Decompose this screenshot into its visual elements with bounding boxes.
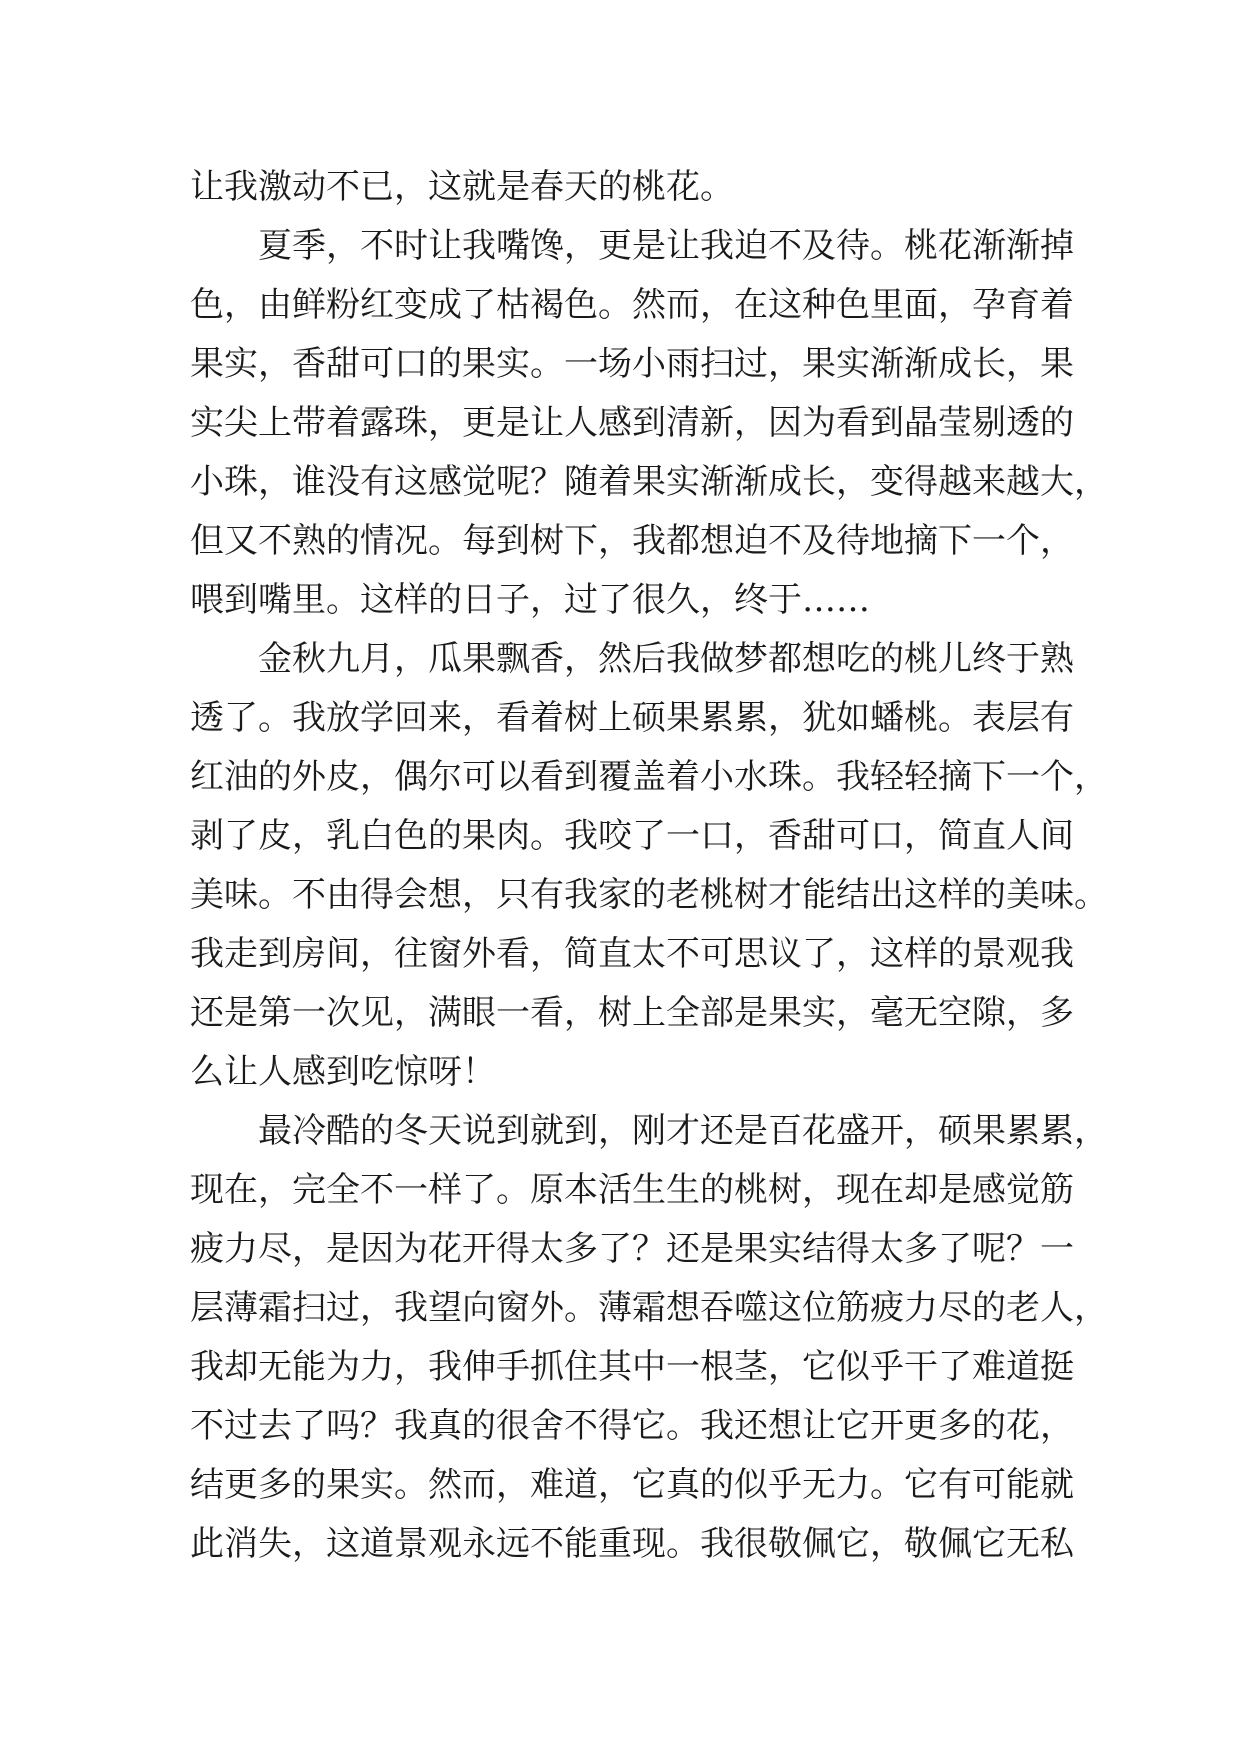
paragraph-2-line-2: 色，由鲜粉红变成了枯褐色。然而，在这种色里面，孕育着 <box>190 285 1074 325</box>
paragraph-3-line-7: 还是第一次见，满眼一看，树上全部是果实，毫无空隙，多 <box>190 993 1074 1033</box>
paragraph-3-line-8: 么让人感到吃惊呀！ <box>190 1052 496 1092</box>
paragraph-3-line-1: 金秋九月，瓜果飘香，然后我做梦都想吃的桃儿终于熟 <box>258 639 1074 679</box>
paragraph-3-line-4: 剥了皮，乳白色的果肉。我咬了一口，香甜可口，简直人间 <box>190 816 1074 856</box>
paragraph-3-line-5: 美味。不由得会想，只有我家的老桃树才能结出这样的美味。 <box>190 875 1108 915</box>
paragraph-4-line-8: 此消失，这道景观永远不能重现。我很敬佩它，敬佩它无私 <box>190 1524 1074 1564</box>
paragraph-3-line-3: 红油的外皮，偶尔可以看到覆盖着小水珠。我轻轻摘下一个， <box>190 757 1108 797</box>
paragraph-4-line-6: 不过去了吗？我真的很舍不得它。我还想让它开更多的花， <box>190 1406 1074 1446</box>
paragraph-2-line-4: 实尖上带着露珠，更是让人感到清新，因为看到晶莹剔透的 <box>190 403 1074 443</box>
paragraph-4-line-3: 疲力尽，是因为花开得太多了？还是果实结得太多了呢？一 <box>190 1229 1074 1269</box>
paragraph-2-line-5: 小珠，谁没有这感觉呢？随着果实渐渐成长，变得越来越大， <box>190 462 1108 502</box>
paragraph-2-line-7: 喂到嘴里。这样的日子，过了很久，终于…… <box>190 580 870 620</box>
paragraph-3-line-6: 我走到房间，往窗外看，简直太不可思议了，这样的景观我 <box>190 934 1074 974</box>
paragraph-3-line-2: 透了。我放学回来，看着树上硕果累累，犹如蟠桃。表层有 <box>190 698 1074 738</box>
paragraph-4-line-4: 层薄霜扫过，我望向窗外。薄霜想吞噬这位筋疲力尽的老人， <box>190 1288 1108 1328</box>
paragraph-2-line-6: 但又不熟的情况。每到树下，我都想迫不及待地摘下一个， <box>190 521 1074 561</box>
paragraph-4-line-1: 最冷酷的冬天说到就到，刚才还是百花盛开，硕果累累， <box>258 1111 1108 1151</box>
document-body <box>190 158 1108 1574</box>
paragraph-1-line-1: 让我激动不已，这就是春天的桃花。 <box>190 167 734 207</box>
paragraph-4-line-2: 现在，完全不一样了。原本活生生的桃树，现在却是感觉筋 <box>190 1170 1074 1210</box>
paragraph-2-line-3: 果实，香甜可口的果实。一场小雨扫过，果实渐渐成长，果 <box>190 344 1074 384</box>
paragraph-4-line-5: 我却无能为力，我伸手抓住其中一根茎，它似乎干了难道挺 <box>190 1347 1074 1387</box>
paragraph-2-line-1: 夏季，不时让我嘴馋，更是让我迫不及待。桃花渐渐掉 <box>258 226 1074 266</box>
paragraph-4-line-7: 结更多的果实。然而，难道，它真的似乎无力。它有可能就 <box>190 1465 1074 1505</box>
